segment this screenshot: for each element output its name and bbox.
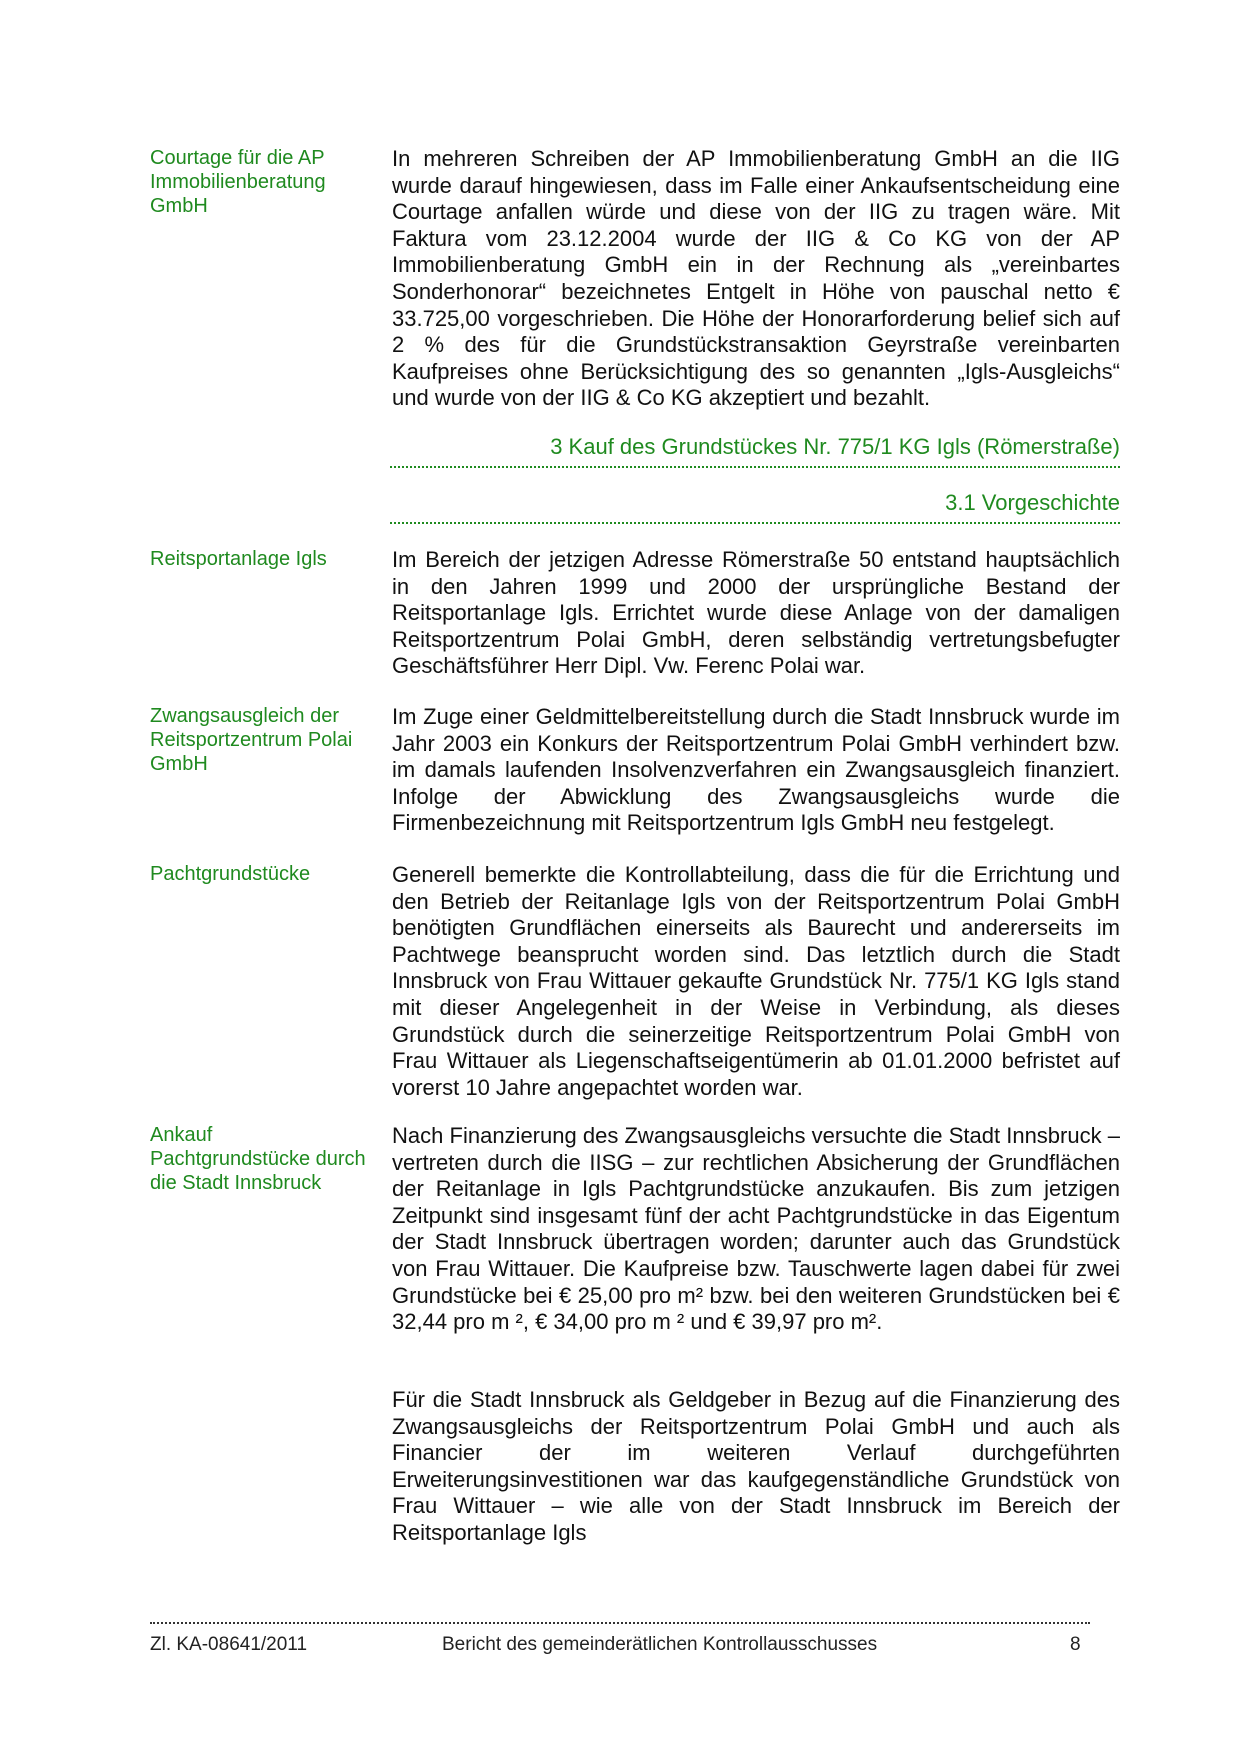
section-heading-3-1: 3.1 Vorgeschichte	[390, 490, 1120, 524]
paragraph-reitsport: Im Bereich der jetzigen Adresse Römerstraße 50 entstand hauptsächlich in den Jahren 1999 und 2000 der ursprüngliche Bestand der Reitsportanlage Igls. Errichtet wurde diese Anlage von der damaligen Reitsportzentrum Polai GmbH, deren selbständig vertretungsbefugter Geschäftsführer Herr Dipl. Vw. Ferenc Polai war.	[392, 547, 1120, 679]
footer-divider	[150, 1622, 1090, 1624]
footer-page-number: 8	[1070, 1634, 1081, 1655]
margin-label-courtage: Courtage für die AP Immobilienberatung GmbH	[150, 147, 326, 217]
footer-reference: Zl. KA-08641/2011	[150, 1634, 308, 1655]
section-heading-3: 3 Kauf des Grundstückes Nr. 775/1 KG Igls (Römerstraße)	[390, 434, 1120, 468]
paragraph-courtage: In mehreren Schreiben der AP Immobilienberatung GmbH an die IIG wurde darauf hingewiesen, dass im Falle einer Ankaufsentscheidung eine Courtage anfallen würde und diese von der IIG zu tragen wäre. Mit Faktura vom 23.12.2004 wurde der IIG & Co KG von der AP Immobilienberatung GmbH ein in der Rechnung als „vereinbartes Sonderhonorar“ bezeichnetes Entgelt in Höhe von pauschal netto € 33.725,00 vorgeschrieben. Die Höhe der Honorarforderung belief sich auf 2 % des für die Grundstückstransaktion Geyrstraße vereinbarten Kaufpreises ohne Berücksichtigung des so genannten „Igls-Ausgleichs“ und wurde von der IIG & Co KG akzeptiert und bezahlt.	[392, 146, 1120, 411]
paragraph-ankauf-continued: Für die Stadt Innsbruck als Geldgeber in Bezug auf die Finanzierung des Zwangsausgleichs der Reitsportzentrum Polai GmbH und auch als Financier der im weiteren Verlauf durchgeführten Erweiterungsinvestitionen war das kaufgegenständliche Grundstück von Frau Wittauer – wie alle von der Stadt Innsbruck im Bereich der Reitsportanlage Igls	[392, 1387, 1120, 1545]
footer-report-title: Bericht des gemeinderätlichen Kontrollausschusses	[442, 1634, 878, 1655]
margin-label-reitsport: Reitsportanlage Igls	[150, 548, 327, 570]
margin-label-pacht: Pachtgrundstücke	[150, 863, 311, 885]
paragraph-pacht: Generell bemerkte die Kontrollabteilung, dass die für die Errichtung und den Betrieb der Reitanlage Igls von der Reitsportzentrum Polai GmbH benötigten Grundflächen einerseits als Baurecht und andererseits im Pachtwege beansprucht worden sind. Das letztlich durch die Stadt Innsbruck von Frau Wittauer gekaufte Grundstück Nr. 775/1 KG Igls stand mit dieser Angelegenheit in der Weise in Verbindung, als dieses Grundstück durch die seinerzeitige Reitsportzentrum Polai GmbH von Frau Wittauer als Liegenschaftseigentümerin ab 01.01.2000 befristet auf vorerst 10 Jahre angepachtet worden war.	[392, 862, 1120, 1100]
paragraph-ankauf: Nach Finanzierung des Zwangsausgleichs versuchte die Stadt Innsbruck – vertreten durch die IISG – zur rechtlichen Absicherung der Grundflächen der Reitanlage in Igls Pachtgrundstücke anzukaufen. Bis zum jetzigen Zeitpunkt sind insgesamt fünf der acht Pachtgrundstücke in das Eigentum der Stadt Innsbruck übertragen worden; darunter auch das Grundstück von Frau Wittauer. Die Kaufpreise bzw. Tauschwerte lagen dabei für zwei Grundstücke bei € 25,00 pro m² bzw. bei den weiteren Grundstücken bei € 32,44 pro m ², € 34,00 pro m ² und € 39,97 pro m².	[392, 1123, 1120, 1335]
margin-label-zwangsausgleich: Zwangsausgleich der Reitsportzentrum Polai GmbH	[150, 705, 353, 775]
margin-label-ankauf: Ankauf Pachtgrundstücke durch die Stadt Innsbruck	[150, 1124, 366, 1194]
paragraph-zwangsausgleich: Im Zuge einer Geldmittelbereitstellung durch die Stadt Innsbruck wurde im Jahr 2003 ein Konkurs der Reitsportzentrum Polai GmbH verhindert bzw. im damals laufenden Insolvenzverfahren ein Zwangsausgleich finanziert. Infolge der Abwicklung des Zwangsausgleichs wurde die Firmenbezeichnung mit Reitsportzentrum Igls GmbH neu festgelegt.	[392, 704, 1120, 836]
